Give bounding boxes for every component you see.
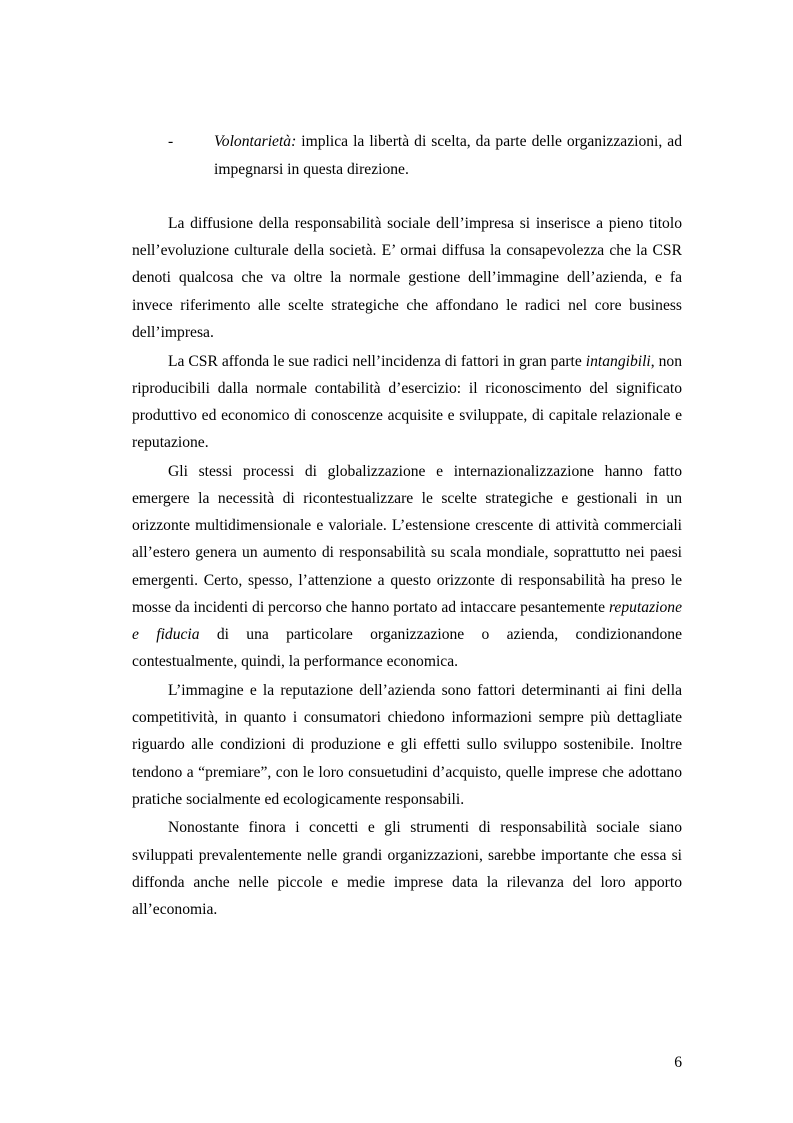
paragraph-2-text-before: La CSR affonda le sue radici nell’incidenza di fattori in gran parte [168, 352, 586, 370]
paragraph-5: Nonostante finora i concetti e gli strumenti di responsabilità sociale siano sviluppati prevalentemente nelle grandi organizzazioni, sarebbe importante che essa si diffonda anche nelle piccole e medie imprese data la rilevanza del loro apporto all’economia. [132, 819, 682, 919]
page-number: 6 [674, 1054, 682, 1071]
paragraph-2-emphasis: intangibili [585, 352, 651, 370]
paragraph-1: La diffusione della responsabilità sociale dell’impresa si inserisce a pieno titolo nell’evoluzione culturale della società. E’ ormai diffusa la consapevolezza che la CSR denoti qualcosa che va oltre la normale gestione dell’immagine dell’azienda, e fa invece riferimento alle scelte strategiche che affondano le radici nel core business dell’impresa. [132, 215, 682, 341]
paragraph-3 [132, 458, 682, 676]
list-bullet-dash: - [168, 133, 174, 150]
bullet-list-item [132, 128, 682, 184]
paragraph-2 [132, 348, 682, 457]
paragraph-3-emphasis: reputazione e fiducia [132, 598, 682, 644]
list-item-text: implica la libertà di scelta, da parte delle organizzazioni, ad impegnarsi in questa direzione. [214, 133, 682, 178]
body-text [132, 210, 682, 925]
paragraph-2-text-after: , non riproducibili dalla normale contabilità d’esercizio: il riconoscimento del significato produttivo ed economico di conoscenze acquisite e sviluppate, di capitale relazionale e reputazione. [132, 352, 682, 452]
list-item-term: Volontarietà: [214, 133, 297, 150]
paragraph-4: L’immagine e la reputazione dell’azienda sono fattori determinanti ai fini della competitività, in quanto i consumatori chiedono informazioni sempre più dettagliate riguardo alle condizioni di produzione e gli effetti sullo sviluppo sostenibile. Inoltre tendono a “premiare”, con le loro consuetudini d’acquisto, quelle imprese che adottano pratiche socialmente ed ecologicamente responsabili. [132, 681, 682, 808]
paragraph-3-text-after: di una particolare organizzazione o azienda, condizionandone contestualmente, quindi, la performance economica. [132, 626, 682, 671]
paragraph-3-text-before: Gli stessi processi di globalizzazione e internazionalizzazione hanno fatto emergere la necessità di ricontestualizzare le scelte strategiche e gestionali in un orizzonte multidimensionale e valoriale. L’estensione crescente di attività commerciali all’estero genera un aumento di responsabilità su scala mondiale, soprattutto nei paesi emergenti. Certo, spesso, l’attenzione a questo orizzonte di responsabilità ha preso le mosse da incidenti di percorso che hanno portato ad intaccare pesantemente [132, 462, 682, 616]
list-item-content [214, 128, 682, 184]
